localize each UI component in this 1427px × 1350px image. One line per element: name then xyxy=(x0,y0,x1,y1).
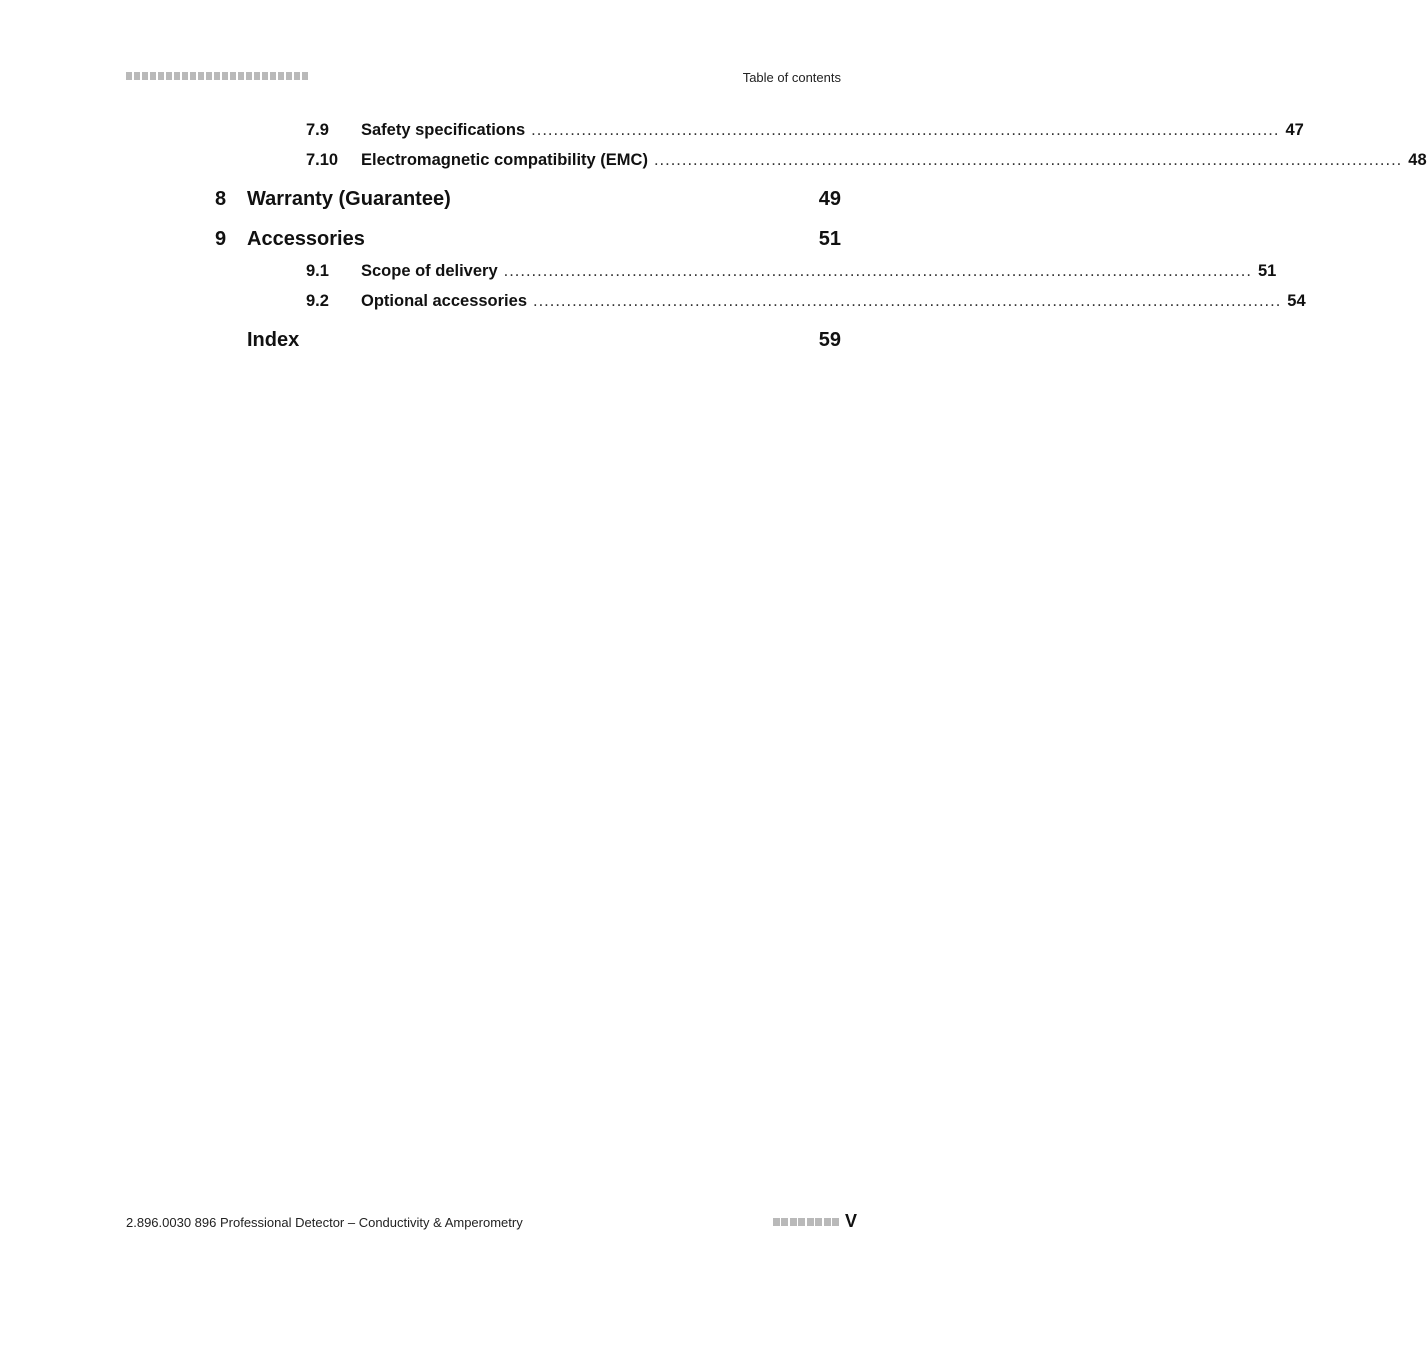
footer-decor-bar xyxy=(773,1218,839,1226)
dot-leader: ...................................................................................................................................... xyxy=(531,121,1280,139)
toc-entry-title: Scope of delivery xyxy=(361,262,498,280)
toc-entry-7-10[interactable] xyxy=(306,151,1427,173)
toc-entry-title: Electromagnetic compatibility (EMC) xyxy=(361,151,648,169)
toc-entry-title: Optional accessories xyxy=(361,292,527,310)
toc-chapter-number: 9 xyxy=(215,228,227,250)
toc-index-title: Index xyxy=(247,329,300,351)
toc-entry-page: 51 xyxy=(1257,262,1277,280)
header-section-title: Table of contents xyxy=(742,70,841,85)
toc-chapter-title: Warranty (Guarantee) xyxy=(247,188,451,210)
toc-entry-9-2[interactable] xyxy=(306,292,1306,314)
footer-page-number: V xyxy=(845,1211,858,1231)
dot-leader: ...................................................................................................................................... xyxy=(503,262,1252,280)
toc-index[interactable] xyxy=(215,329,841,357)
toc-entry-number: 9.1 xyxy=(306,262,329,280)
toc-entry-title: Safety specifications xyxy=(361,121,526,139)
toc-entry-number: 7.9 xyxy=(306,121,329,139)
toc-entry-page: 47 xyxy=(1285,121,1304,139)
toc-entry-number: 7.10 xyxy=(306,151,339,169)
dot-leader: ...................................................................................................................................... xyxy=(533,292,1282,310)
toc-chapter-9[interactable] xyxy=(215,228,841,256)
toc-chapter-number: 8 xyxy=(215,188,227,210)
toc-chapter-page: 49 xyxy=(818,188,841,210)
toc-entry-page: 54 xyxy=(1287,292,1306,310)
toc-entry-page: 48 xyxy=(1408,151,1427,169)
footer-document-id: 2.896.0030 896 Professional Detector – Conductivity & Amperometry xyxy=(126,1215,523,1230)
toc-entry-9-1[interactable] xyxy=(306,262,1277,284)
toc-chapter-page: 51 xyxy=(818,228,841,250)
header-decor-bar xyxy=(126,72,308,80)
toc-chapter-8[interactable] xyxy=(215,188,841,216)
dot-leader: ...................................................................................................................................... xyxy=(653,151,1403,169)
toc-chapter-title: Accessories xyxy=(247,228,365,250)
toc-entry-number: 9.2 xyxy=(306,292,329,310)
toc-index-page: 59 xyxy=(818,329,841,351)
toc-entry-7-9[interactable] xyxy=(306,121,1304,143)
